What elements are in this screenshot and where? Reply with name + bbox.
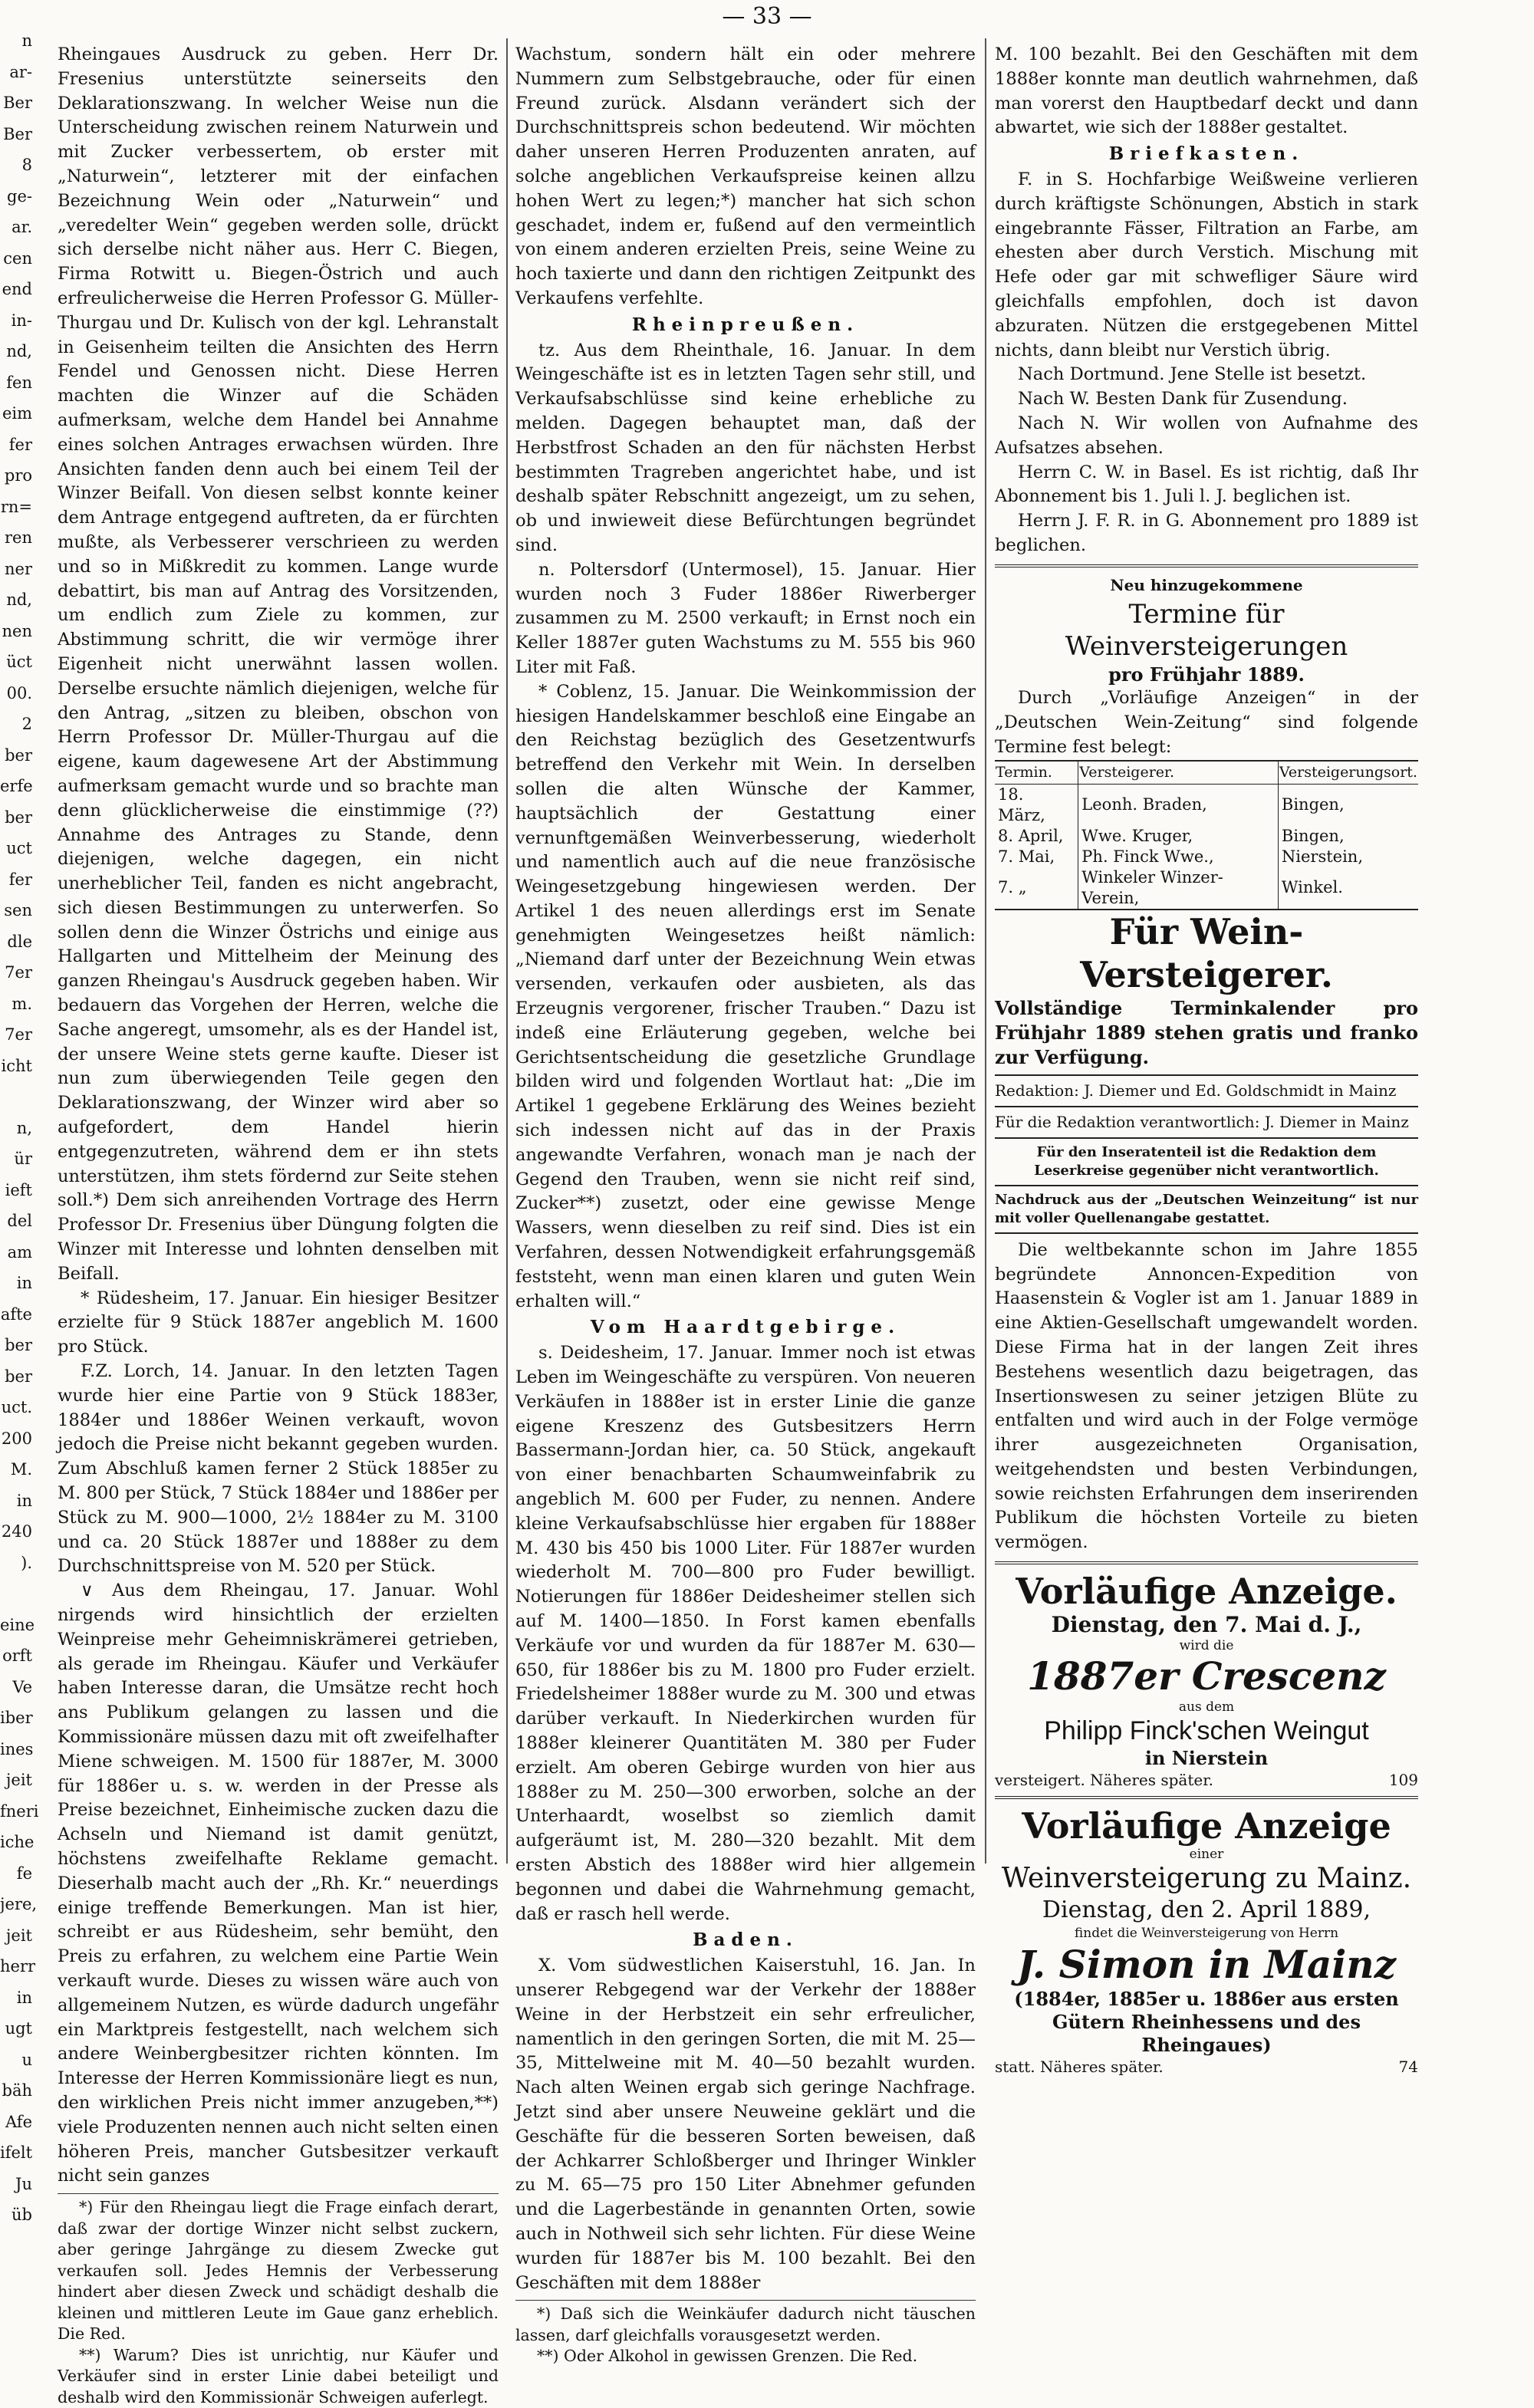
article-paragraph: F.Z. Lorch, 14. Januar. In den letzten Tagen wurde hier eine Partie von 9 Stück 1883er, 1884er und 1886er Weinen verkauft, wovon jedoch die Preise nicht bekannt gegeben wurden. Zum Abschluß kamen ferner 2 Stück 1885er zu M. 800 per Stück, 7 Stück 1884er und 1886er per Stück zu M. 900—1000, 2½ 1884er zu M. 3100 und ca. 20 Stück 1887er und 1888er zu dem Durchschnittspreise von M. 520 per Stück. (58, 1361, 499, 1577)
margin-fragment: eim (2, 404, 32, 423)
article-paragraph: M. 100 bezahlt. Bei den Geschäften mit dem 1888er konnte man deutlich wahrnehmen, daß man vorerst den Hauptbedarf deckt und dann abwartet, wie sich der 1888er gestaltet. (995, 44, 1418, 138)
margin-fragment: üct (6, 653, 32, 671)
margin-fragment: 240 (1, 1522, 32, 1541)
margin-fragment: uct. (1, 1398, 32, 1416)
article-paragraph: * Coblenz, 15. Januar. Die Weinkommission der hiesigen Handelskammer beschloß eine Eingabe an den Reichstag bezüglich des Gesetzentwurfs betreffend den Verkehr mit Wein. In derselben sollen die alten Wünsche der Kammer, hauptsächlich der Gestattung einer vernunftgemäßen Weinverbesserung, wiederholt und namentlich auch auf die neue französische Weingesetzgebung hingewiesen werden. Der Artikel 1 des neuen allerdings erst im Senate genehmigten Weingesetzes heißt nämlich: „Niemand darf unter der Bezeichnung Wein etwas versenden, verkaufen oder ausbieten, als das Erzeugnis vergorener, frischer Trauben.“ Dazu ist indeß eine Erläuterung gegeben, welche bei Gerichtsentscheidung die gesetzliche Grundlage bilden wird und folgenden Wortlaut hat: „Die im Artikel 1 gegebene Erklärung des Weines bezieht sich indessen nicht auf das in der Praxis angewandte Verfahren, wonach man je nach der Gegend den Trauben, wenn sie nicht reif sind, Zucker**) zusetzt, oder eine gewisse Menge Wassers, wenn dieselben zu reif sind. Dies ist ein Verfahren, dessen Notwendigkeit erfahrungsgemäß feststeht, wenn man einen klaren und guten Wein erhalten will.“ (515, 681, 976, 1311)
margin-fragment: M. (10, 1460, 32, 1479)
article-paragraph: n. Poltersdorf (Untermosel), 15. Januar. Hier wurden noch 3 Fuder 1886er Riwerberger zusammen zu M. 2500 verkauft; in Ernst noch ein Keller 1887er guten Wachstums zu M. 555 bis 960 Liter mit Faß. (515, 559, 976, 677)
margin-fragment: 8 (21, 156, 32, 174)
margin-fragment: m. (12, 994, 32, 1013)
margin-fragment: fe (16, 1864, 32, 1883)
table-row (995, 867, 1418, 910)
margin-fragment: in- (11, 311, 32, 330)
table-header: Termin. (995, 761, 1078, 785)
margin-fragment: ner (5, 559, 32, 578)
ad-place: in Nierstein (1144, 1747, 1269, 1770)
margin-fragment: ren (5, 528, 32, 547)
ad-heading: Für Wein-Versteigerer. (1080, 910, 1333, 995)
divider (995, 1137, 1418, 1139)
margin-fragment: ber (5, 808, 32, 827)
notice: Die weltbekannte schon im Jahre 1855 begründete Annoncen-Expedition von Haasenstein & Vogler ist am 1. Januar 1889 in eine Aktien-Gesellschaft umgewandelt worden. Diese Firma hat in der langen Zeit ihres Bestehens wesentlich dazu beigetragen, das Insertionswesen zu seiner jetzigen Blüte zu entfalten und wird auch in der Folge vermöge ihrer ausgezeichneten Organisation, weitgehendsten und besten Verbindungen, sowie reichsten Erfahrungen dem inserirenden Publikum die höchsten Vorteile zu bieten vermögen. (995, 1239, 1418, 1553)
ad-number: 109 (1388, 1771, 1418, 1790)
table-cell: Nierstein, (1281, 847, 1364, 866)
letter-item: Nach N. Wir wollen von Aufnahme des Aufsatzes absehen. (995, 413, 1418, 458)
margin-fragment: eine (0, 1615, 35, 1634)
footnote: *) Für den Rheingau liegt die Frage einfach derart, daß zwar der dortige Winzer nicht selbst zuckern, aber geringe Jahrgänge zu diesem Zwecke gut verkaufen soll. Jedes Hemnis der Verbesserung hindert aber diesen Zweck und schädigt deshalb die kleinen und mittleren Leute im Gaue ganz erheblich. Die Red. (58, 2198, 499, 2344)
margin-fragment: ieft (5, 1180, 32, 1199)
margin-fragment: ugt (5, 2019, 32, 2038)
margin-fragment: jeit (5, 1926, 32, 1945)
section-heading: Rheinpreußen. (631, 314, 860, 335)
margin-fragment: icht (1, 1056, 32, 1075)
margin-fragment: herr (0, 1957, 36, 1975)
margin-fragment: ). (21, 1553, 32, 1572)
ad-lots: (1884er, 1885er u. 1886er aus ersten Gütern Rheinhessens und des Rheingaues) (1014, 1988, 1399, 2057)
column-3 (995, 43, 1418, 2077)
column-rule (506, 38, 508, 1864)
article-paragraph: Rheingaues Ausdruck zu geben. Herr Dr. Fresenius unterstützte seinerseits den Deklarationszwang. In welcher Weise nun die Unterscheidung zwischen reinem Naturwein und mit Zucker verbessertem, ob erster mit „Naturwein“, letzterer mit der einfachen Bezeichnung Wein oder „Naturwein“ und „veredelter Wein“ gegeben werden solle, drückt sich derselbe nicht näher aus. Herr C. Biegen, Firma Rotwitt u. Biegen-Östrich und auch erfreulicherweise die Herren Professor G. Müller-Thurgau und Dr. Kulisch von der kgl. Lehranstalt in Geisenheim teilten die Ansichten des Herrn Fendel und Genossen nicht. Diese Herren machten die Winzer auf die Schäden aufmerksam, welche dem Handel bei Annahme eines solchen Antrages erwachsen würden. Ihre Ansichten fanden denn auch bei einem Teil der Winzer Beifall. Von diesen selbst konnte keiner dem Antrage entgegend auftreten, da er fürchten mußte, als Verbesserer verschrieen zu werden und so in Mißkredit zu kommen. Lange wurde debattirt, bis man auf Antrag des Vorsitzenden, um endlich zum Ziele zu kommen, zur Abstimmung schritt, die wir vermöge ihrer Eigenheit nicht unerwähnt lassen wollen. Derselbe ersuchte nämlich diejenigen, welche für den Antrag, „sitzen zu bleiben, obschon von Herrn Professor Dr. Müller-Thurgau auf die eigene, kaum dagewesene Art der Abstimmung aufmerksam gemacht wurde und so brachte man denn glücklicherweise die einstimmige (??) Annahme des Antrages zu Stande, denn diejenigen, welche dagegen, ein nicht unerheblicher Teil, fanden es nicht angebracht, sich diesen Bestimmungen zu unterwerfen. So sollen denn die Winzer Östrichs und einige aus Hallgarten und Mittelheim der Meinung des ganzen Rheingau's Ausdruck gegeben haben. Wir bedauern das Vorgehen der Herren, welche die Sache angeregt, umsomehr, als es der Handel ist, der unsere Weine stets gerne kaufte. Dieser ist nun zum überwiegenden Teile gegen den Deklarationszwang, der Winzer wird aber so aufgefordert, dem Handel hierin entgegenzutreten, während dem er ihn stets unterstützen, ihm stets fördernd zur Seite stehen soll.*) Dem sich anreihenden Vortrage des Herrn Professor Dr. Fresenius über Düngung folgten die Winzer mit Interesse und lohnten denselben mit Beifall. (58, 44, 499, 1284)
margin-fragment: iber (0, 1709, 33, 1727)
margin-fragment: bäh (2, 2081, 32, 2100)
table-header: Versteigerer. (1078, 761, 1279, 785)
table-row (995, 826, 1418, 847)
table-cell: Bingen, (1281, 826, 1345, 845)
table-cell: 8. April, (995, 826, 1078, 847)
margin-fragment: 7er (5, 1025, 32, 1044)
footnote: **) Warum? Dies ist unrichtig, nur Käufer und Verkäufer sind in erster Linie dabei beteiligt und deshalb wird den Kommissionär Schweigen auferlegt. (58, 2345, 499, 2406)
margin-fragment: ines (0, 1739, 34, 1758)
article-paragraph: ∨ Aus dem Rheingau, 17. Januar. Wohl nirgends wird hinsichtlich der erzielten Weinpreise mehr Geheimniskrämerei getrieben, als gerade im Rheingau. Käufer und Verkäufer haben Interesse daran, die Umsätze recht hoch ans Publikum gelangen zu lassen und die Kommissionäre müssen dazu mit oft zweifelhafter Miene schweigen. M. 1500 für 1887er, M. 3000 für 1886er u. s. w. werden in der Presse als Preise bezeichnet, Einheimische zucken dazu die Achseln und Niemand ist damit genützt, höchstens zweifelhafte Reklame gemacht. Dieserhalb macht auch der „Rh. Kr.“ neuerdings einige treffende Bemerkungen. Man ist hier, schreibt er aus Rüdesheim, sehr bemüht, den Preis zu erfahren, zu welchem eine Partie Wein verkauft wurde. Dieses zu wissen wäre auch von allgemeinem Nutzen, es würde dadurch ungefähr ein Marktpreis festgestellt, nach welchem sich andere Weinbergbesitzer richten könnten. Im Interesse der Herren Kommissionäre liegt es nun, den wirklichen Preis nicht immer anzugeben,**) viele Produzenten nennen auch nicht selten einen höheren Preis, mancher Gutsbesitzer verkauft nicht sein ganzes (58, 1581, 499, 2186)
margin-fragment: dle (7, 932, 32, 951)
margin-fragment (0, 1584, 32, 1615)
ad-number: 74 (1398, 2058, 1418, 2077)
margin-fragment: cen (3, 248, 32, 268)
margin-fragment: u (21, 2050, 32, 2069)
ad-crescenz: 1887er Crescenz (1027, 1653, 1386, 1699)
table-cell: Wwe. Kruger, (1078, 826, 1279, 847)
margin-fragment: iche (0, 1833, 35, 1851)
advertisement-finck (995, 1571, 1418, 1790)
margin-fragment: 2 (21, 715, 32, 733)
margin-fragment: fen (6, 373, 32, 392)
section-heading: Baden. (693, 1929, 798, 1951)
imprint: Redaktion: J. Diemer und Ed. Goldschmidt in Mainz (995, 1081, 1397, 1100)
margin-fragment: nen (2, 621, 32, 640)
margin-fragment: rn= (0, 497, 32, 516)
divider (995, 1232, 1418, 1234)
footnotes (515, 2300, 976, 2367)
margin-fragment: in (16, 1491, 32, 1510)
ad-footer: versteigert. Näheres später. (995, 1771, 1213, 1790)
margin-fragment: ifelt (0, 2143, 33, 2162)
termine-intro: Durch „Vorläufige Anzeigen“ in der „Deutschen Wein-Zeitung“ sind folgende Termine fest belegt: (995, 688, 1418, 757)
table-header: Versteigerungsort. (1278, 761, 1418, 785)
margin-fragment: nd, (6, 590, 32, 609)
margin-fragment: 7er (5, 963, 32, 982)
table-row (995, 784, 1418, 826)
margin-fragment: pro (4, 466, 32, 485)
margin-fragment: Ber (3, 124, 32, 143)
table-cell: 18. März, (995, 784, 1078, 826)
ad-text: aus dem (1178, 1699, 1235, 1716)
table-cell: 7. Mai, (995, 847, 1078, 867)
article-paragraph: Wachstum, sondern hält ein oder mehrere Nummern zum Selbstgebrauche, oder für einen Freund zurück. Alsdann verändert sich der Durchschnittspreis schon bedeutend. Wir möchten daher unseren Herren Produzenten anraten, auf solche angeblichen Verkaufspreise keinen allzu hohen Wert zu legen;*) mancher hat sich schon geschadet, indem er, fußend auf den vermeintlich von einem anderen erzielten Preis, seine Weine zu hoch taxierte und dann den richtigen Zeitpunkt des Verkaufens verfehlte. (515, 44, 976, 308)
margin-fragment: Afe (5, 2112, 32, 2131)
divider (995, 1561, 1418, 1564)
margin-fragment: ür (14, 1150, 32, 1168)
footnote: *) Daß sich die Weinkäufer dadurch nicht täuschen lassen, darf gleichfalls vorausgesetzt werden. (515, 2304, 976, 2344)
ad-title: Vorläufige Anzeige. (1016, 1571, 1397, 1613)
margin-fragment: n (21, 31, 32, 50)
divider (995, 1796, 1418, 1799)
ad-date: Dienstag, den 2. April 1889, (1042, 1896, 1371, 1924)
margin-fragment: fer (8, 870, 32, 889)
footnotes (58, 2193, 499, 2408)
table-cell: Bingen, (1281, 795, 1345, 814)
table-cell: 7. „ (995, 867, 1078, 910)
divider (995, 1106, 1418, 1107)
table-cell: Winkel. (1278, 867, 1418, 910)
article-text (58, 43, 499, 2189)
margin-fragment: Ber (3, 94, 32, 112)
margin-fragment: 200 (1, 1429, 32, 1448)
margin-fragment: orft (2, 1646, 32, 1665)
table-row (995, 847, 1418, 867)
margin-fragment: del (7, 1212, 32, 1230)
margin-fragment: n, (16, 1118, 32, 1137)
margin-fragment: am (7, 1242, 32, 1262)
margin-fragment: sen (4, 901, 32, 919)
divider (995, 1074, 1418, 1076)
divider (995, 564, 1418, 567)
letter-item: F. in S. Hochfarbige Weißweine verlieren durch kräftigste Schönungen, Abstich in stark eingebrannte Fässer, Filtration an Farbe, am ehesten aber durch Verstich. Mischung mit Hefe oder gar mit schwefliger Säure wird gleichfalls empfohlen, doch ist davon abzuraten. Nützen die erstgegebenen Mittel nichts, dann bleibt nur Verstich übrig. (995, 169, 1418, 360)
article-paragraph: tz. Aus dem Rheinthale, 16. Januar. In dem Weingeschäfte ist es in letzten Tagen sehr still, und Verkaufsabschlüsse sind keine erhebliche zu melden. Dagegen behauptet man, daß der Herbstfrost Schaden an den für nächsten Herbst bestimmten Tragreben angerichtet habe, und ist deshalb später Rebschnitt angezeigt, um zu sehen, ob und inwieweit diese Befürchtungen begründet sind. (515, 340, 976, 555)
article-paragraph: X. Vom südwestlichen Kaiserstuhl, 16. Jan. In unserer Rebgegend war der Verkehr der 1888er Weine in der Herbstzeit ein sehr erfreulicher, namentlich in den geringen Sorten, die mit M. 25—35, Mittelweine mit M. 40—50 bezahlt wurden. Nach alten Weinen ergab sich geringe Nachfrage. Jetzt sind aber unsere Neuweine geklärt und die Geschäfte für die besseren Sorten beweisen, daß der Achkarrer Schloßberger und Ihringer Winkler zu M. 65—75 pro 150 Liter Abnehmer gefunden und die Lagerbestände in genannten Orten, sowie auch in Nothweil sich sehr lichten. Für diese Weine wurden für 1887er bis M. 100 bezahlt. Bei den Geschäften mit dem 1888er (515, 1956, 976, 2293)
ad-estate: Philipp Finck'schen Weingut (1044, 1716, 1369, 1746)
ad-text: findet die Weinversteigerung von Herrn (1074, 1926, 1339, 1942)
letter-item: Herrn J. F. R. in G. Abonnement pro 1889 ist beglichen. (995, 511, 1418, 555)
table-cell: Winkeler Winzer-Verein, (1078, 867, 1279, 910)
margin-fragment: ar. (12, 218, 32, 236)
ad-text: wird die (1179, 1638, 1234, 1654)
ad-text: einer (1189, 1847, 1224, 1863)
margin-fragment: ber (5, 1336, 32, 1354)
left-margin-fragments (0, 31, 39, 2224)
margin-fragment (0, 1087, 32, 1118)
margin-fragment: Ju (15, 2174, 32, 2193)
ad-name: J. Simon in Mainz (1017, 1942, 1396, 1988)
page-number: — 33 — (722, 3, 812, 30)
imprint: Nachdruck aus der „Deutschen Weinzeitung“ ist nur mit voller Quellenangabe gestattet. (995, 1191, 1418, 1226)
margin-fragment: üb (12, 2206, 32, 2224)
margin-fragment: jere, (0, 1895, 38, 1913)
margin-fragment: nd, (6, 342, 32, 360)
margin-fragment: erfe (0, 777, 33, 795)
column-1 (58, 43, 499, 2408)
imprint: Für den Inseratenteil ist die Redaktion dem Leserkreise gegenüber nicht verantwortlich. (1034, 1143, 1379, 1179)
table-cell: Leonh. Braden, (1078, 784, 1279, 826)
margin-fragment: ber (5, 1367, 32, 1386)
ad-text: Vollständige Terminkalender pro Frühjahr 1889 stehen gratis und franko zur Verfügung. (995, 996, 1418, 1068)
margin-fragment: 00. (6, 683, 32, 702)
margin-fragment: afte (0, 1304, 32, 1324)
column-2 (515, 43, 976, 2367)
margin-fragment: jeit (5, 1771, 32, 1789)
margin-fragment: in (16, 1274, 32, 1292)
ad-subtitle: Weinversteigerung zu Mainz. (1001, 1863, 1412, 1895)
margin-fragment: fer (8, 435, 32, 454)
margin-fragment: fneri (0, 1801, 39, 1821)
ad-title: Vorläufige Anzeige (1022, 1805, 1391, 1847)
article-paragraph: s. Deidesheim, 17. Januar. Immer noch ist etwas Leben im Weingeschäfte zu verspüren. Von neueren Verkäufen in 1888er ist in erster Linie die ganze eigene Kreszenz des Gutsbesitzers Herrn Bassermann-Jordan hier, ca. 50 Stück, angekauft von einer benachbarten Schaumweinfabrik zu angeblich M. 600 per Fuder, zu nennen. Andere kleine Verkaufsabschlüsse hier ergaben für 1888er M. 430 bis 450 bis 1000 Liter. Für 1887er wurden wiederholt M. 700—800 pro Fuder bewilligt. Notierungen für 1886er Deidesheimer stellen sich auf M. 1400—1850. In Forst kamen ebenfalls Verkäufe vor und wurden da für 1887er M. 630—650, für 1886er bis zu M. 1800 pro Fuder erzielt. Friedelsheimer 1888er wurde zu M. 300 und etwas darüber verkauft. In Niederkirchen wurden für 1888er kleinerer Quantitäten M. 380 per Fuder erzielt. Am oberen Gebirge wurden von hier aus 1888er zu M. 250—300 erworben, solche an der Unterhaardt, woselbst so ziemlich damit aufgeräumt ist, M. 280—320 bezahlt. Mit dem ersten Abstich des 1888er wird hier allgemein begonnen und dabei die Wahrnehmung gemacht, daß er rasch hell werde. (515, 1343, 976, 1924)
column-rule (985, 38, 986, 1864)
section-heading: Vom Haardtgebirge. (590, 1317, 901, 1338)
margin-fragment: ber (5, 745, 32, 765)
article-paragraph: * Rüdesheim, 17. Januar. Ein hiesiger Besitzer erzielte für 9 Stück 1887er angeblich M. 1600 pro Stück. (58, 1288, 499, 1357)
imprint: Für die Redaktion verantwortlich: J. Diemer in Mainz (995, 1112, 1409, 1131)
letter-item: Herrn C. W. in Basel. Es ist richtig, daß Ihr Abonnement bis 1. Juli l. J. beglichen ist. (995, 462, 1418, 507)
ad-footer: statt. Näheres später. (995, 2058, 1164, 2077)
termine-kicker: Neu hinzugekommene (1110, 575, 1303, 594)
margin-fragment: uct (6, 839, 32, 857)
margin-fragment: ge- (7, 186, 32, 206)
margin-fragment: in (16, 1988, 32, 2007)
letter-item: Nach Dortmund. Jene Stelle ist besetzt. (1018, 364, 1367, 385)
auction-table (995, 760, 1418, 910)
margin-fragment: Ve (12, 1677, 32, 1696)
divider (995, 1185, 1418, 1186)
letter-item: Nach W. Besten Dank für Zusendung. (1018, 389, 1348, 410)
table-cell: Ph. Finck Wwe., (1078, 847, 1279, 867)
footnote: **) Oder Alkohol in gewissen Grenzen. Die Red. (537, 2347, 918, 2366)
margin-fragment: ar- (9, 62, 32, 81)
section-heading: Briefkasten. (1108, 143, 1305, 165)
ad-date: Dienstag, den 7. Mai d. J., (1051, 1612, 1362, 1638)
advertisement-simon (995, 1805, 1418, 2077)
termine-subtitle: pro Frühjahr 1889. (1108, 663, 1305, 686)
termine-title: Termine für Weinversteigerungen (1065, 598, 1348, 662)
margin-fragment: end (2, 280, 32, 298)
